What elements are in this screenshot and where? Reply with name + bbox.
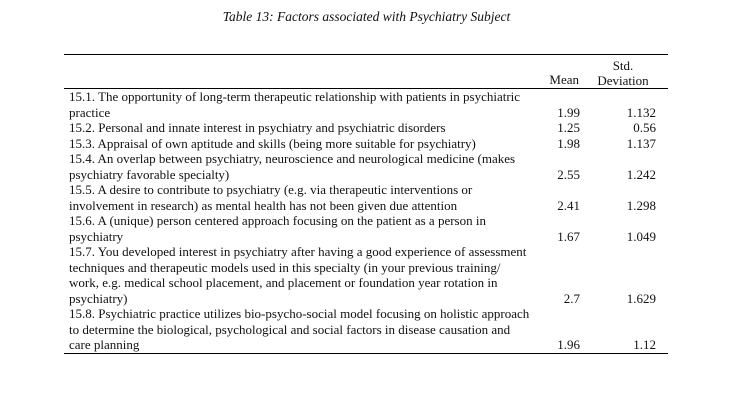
sd-value: 1.132 <box>626 104 656 120</box>
factor-text: 15.1. The opportunity of long-term therapeutic relationship with patients in psychiatric practice <box>69 89 521 120</box>
table-caption: Table 13: Factors associated with Psychiatry Subject <box>222 9 511 24</box>
mean-value: 1.98 <box>557 135 580 151</box>
std-header-line1: Std. <box>612 58 634 73</box>
sd-value: 0.56 <box>633 120 656 135</box>
mean-value: 2.7 <box>563 290 580 306</box>
factor-text: 15.6. A (unique) person centered approach focusing on the patient as a person in psychiatry <box>69 213 486 244</box>
mean-value: 1.25 <box>557 120 580 135</box>
table-row <box>64 89 668 120</box>
factor-text: 15.5. A desire to contribute to psychiatry (e.g. via therapeutic interventions or involvement in research) as mental health has not been given due attention <box>69 182 473 213</box>
table-row <box>64 120 668 136</box>
sd-value: 1.298 <box>626 197 656 213</box>
sd-value: 1.137 <box>626 135 656 151</box>
sd-value: 1.629 <box>626 290 656 306</box>
factor-text: 15.7. You developed interest in psychiatry after having a good experience of assessment techniques and therapeutic models used in this specialty (in your previous training/ work, e.g. medical school placement, and placement or foundation year rotation in psychiatry) <box>69 244 527 306</box>
std-header-line2: Deviation <box>597 73 649 88</box>
mean-value: 2.41 <box>557 197 580 213</box>
sd-value: 1.049 <box>626 228 656 244</box>
sd-value: 1.242 <box>626 166 656 182</box>
factor-text: 15.4. An overlap between psychiatry, neuroscience and neurological medicine (makes psychiatry favorable specialty) <box>69 151 516 182</box>
table-row <box>64 136 668 152</box>
factors-table <box>64 54 668 354</box>
table-row <box>64 182 668 213</box>
mean-value: 2.55 <box>557 166 580 182</box>
factor-text: 15.2. Personal and innate interest in psychiatry and psychiatric disorders <box>69 120 446 135</box>
factor-text: 15.8. Psychiatric practice utilizes bio-psycho-social model focusing on holistic approach to determine the biological, psychological and social factors in disease causation and care planning <box>69 306 530 352</box>
table-header <box>64 55 668 89</box>
table-row <box>64 151 668 182</box>
mean-value: 1.67 <box>557 228 580 244</box>
table-row <box>64 306 668 353</box>
mean-value: 1.96 <box>557 337 580 352</box>
sd-value: 1.12 <box>633 337 656 352</box>
mean-value: 1.99 <box>557 104 580 120</box>
table-row <box>64 213 668 244</box>
mean-header: Mean <box>549 72 579 87</box>
factor-text: 15.3. Appraisal of own aptitude and skills (being more suitable for psychiatry) <box>69 135 476 151</box>
table-row <box>64 244 668 306</box>
std-deviation-header <box>591 58 655 88</box>
